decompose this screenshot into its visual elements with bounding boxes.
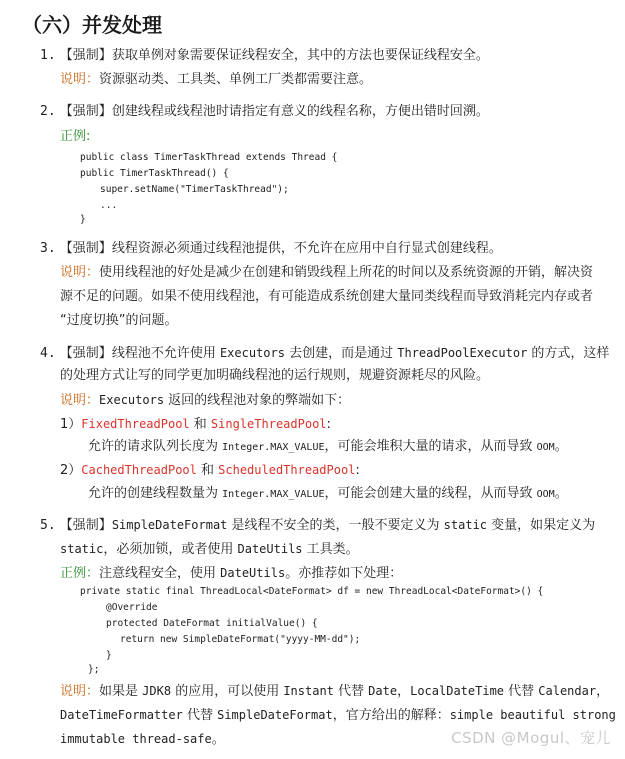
- code-line: super.setName("TimerTaskThread");: [100, 184, 289, 195]
- code-line: protected DateFormat initialValue() {: [106, 618, 318, 629]
- rule-5: 5. 【强制】SimpleDateFormat 是线程不安全的类，一般不要定义为 static 变量，如果定义为: [40, 518, 596, 533]
- rule-4-sub-1-desc: 允许的请求队列长度为 Integer.MAX_VALUE，可能会堆积大量的请求，从而导致 OOM。: [88, 439, 568, 454]
- rule-1: 1. 【强制】获取单例对象需要保证线程安全，其中的方法也要保证线程安全。: [40, 48, 489, 63]
- code-line: return new SimpleDateFormat("yyyy-MM-dd");: [120, 634, 361, 645]
- rule-3: 3. 【强制】线程资源必须通过线程池提供，不允许在应用中自行显式创建线程。: [40, 241, 502, 256]
- section-title: （六）并发处理: [22, 13, 162, 37]
- watermark: CSDN @Mogul、宠儿: [451, 729, 611, 747]
- code-line: private static final ThreadLocal<DateFormat> df = new ThreadLocal<DateFormat>() {: [80, 586, 544, 597]
- rule-4: 4. 【强制】线程池不允许使用 Executors 去创建，而是通过 ThreadPoolExecutor 的方式，这样: [40, 346, 610, 361]
- rule-4-line-2: 的处理方式让写的同学更加明确线程池的运行规则，规避资源耗尽的风险。: [60, 368, 490, 383]
- rule-5-note: 说明：如果是 JDK8 的应用，可以使用 Instant 代替 Date，LocalDateTime 代替 Calendar，: [60, 684, 610, 699]
- rule-2-example-label: 正例:: [60, 129, 91, 144]
- code-line: }: [106, 650, 112, 661]
- code-line: public TimerTaskThread() {: [80, 168, 229, 179]
- code-line: @Override: [106, 602, 158, 613]
- rule-2: 2. 【强制】创建线程或线程池时请指定有意义的线程名称，方便出错时回溯。: [40, 104, 489, 119]
- rule-4-note: 说明：Executors 返回的线程池对象的弊端如下：: [60, 393, 351, 408]
- rule-4-sub-1: 1）FixedThreadPool 和 SingleThreadPool:: [60, 417, 331, 432]
- rule-5-example: 正例：注意线程安全，使用 DateUtils。亦推荐如下处理：: [60, 566, 403, 581]
- rule-5-note-line-2: DateTimeFormatter 代替 SimpleDateFormat，官方给出的解释：simple beautiful strong: [60, 708, 616, 723]
- code-line: };: [88, 664, 100, 675]
- rule-5-line-2: static，必须加锁，或者使用 DateUtils 工具类。: [60, 542, 359, 557]
- rule-4-sub-2-desc: 允许的创建线程数量为 Integer.MAX_VALUE，可能会创建大量的线程，从而导致 OOM。: [88, 486, 568, 501]
- rule-3-note: 说明：使用线程池的好处是减少在创建和销毁线程上所花的时间以及系统资源的开销，解决资: [60, 265, 594, 280]
- rule-1-note: 说明：资源驱动类、工具类、单例工厂类都需要注意。: [60, 72, 373, 87]
- rule-3-note-line: 源不足的问题。如果不使用线程池，有可能造成系统创建大量同类线程而导致消耗完内存或者: [60, 289, 594, 304]
- code-line: ...: [100, 200, 118, 211]
- rule-5-note-line-3: immutable thread-safe。: [60, 732, 225, 747]
- code-line: }: [80, 214, 86, 225]
- rule-3-note-line: “过度切换”的问题。: [60, 313, 178, 328]
- code-line: public class TimerTaskThread extends Thread {: [80, 152, 338, 163]
- rule-4-sub-2: 2）CachedThreadPool 和 ScheduledThreadPool:: [60, 463, 360, 478]
